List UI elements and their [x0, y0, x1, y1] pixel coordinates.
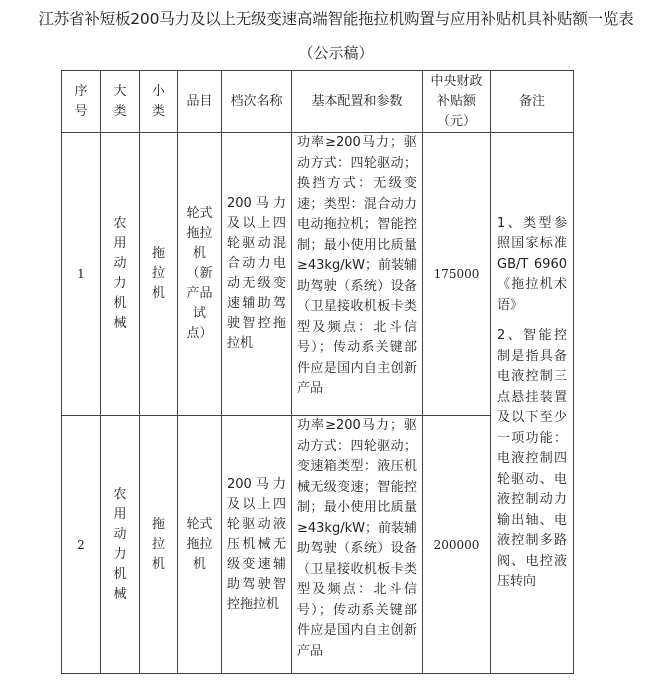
row2-seq: 2: [62, 416, 101, 674]
row1-seq: 1: [62, 133, 101, 416]
row2-minor: 拖拉机: [140, 416, 178, 674]
notes-cell: [491, 133, 574, 674]
subsidy-table: [61, 70, 574, 674]
row2-item: 轮式拖拉机: [178, 416, 222, 674]
page-subtitle: （公示稿）: [298, 44, 374, 62]
row2-tier: 200马力及以上四轮驱动液压机械无级变速辅助驾驶智控拖拉机: [222, 416, 292, 674]
row1-minor: 拖拉机: [140, 133, 178, 416]
header-config: 基本配置和参数: [292, 71, 423, 133]
table-row: [62, 133, 574, 416]
header-seq: 序号: [62, 71, 101, 133]
header-tier: 档次名称: [222, 71, 292, 133]
header-minor: 小类: [140, 71, 178, 133]
row1-item: 轮式拖拉机（新产品试点）: [178, 133, 222, 416]
header-subsidy: 中央财政补贴额（元）: [423, 71, 491, 133]
header-major: 大类: [101, 71, 140, 133]
note-1: 1、类型参照国家标准GB/T 6960《拖拉机术语》: [497, 215, 567, 313]
row1-subsidy: 175000: [423, 133, 491, 416]
row2-major: 农用动力机械: [101, 416, 140, 674]
header-notes: 备注: [491, 71, 574, 133]
row1-tier: 200马力及以上四轮驱动混合动力电动无级变速辅助驾驶智控拖拉机: [222, 133, 292, 416]
page-title: 江苏省补短板200马力及以上无级变速高端智能拖拉机购置与应用补贴机具补贴额一览表: [38, 10, 634, 28]
note-2: 2、智能控制是指具备电液控制三点悬挂装置及以下至少一项功能：电液控制四轮驱动、电液控制动力输出轴、电液控制多路阀、电控液压转向: [497, 328, 567, 589]
header-item: 品目: [178, 71, 222, 133]
row1-major: 农用动力机械: [101, 133, 140, 416]
row2-config: 功率≥200马力；驱动方式：四轮驱动；变速箱类型：液压机械无级变速；智能控制；最小使用比质量≥43kg/kW；前装辅助驾驶（系统）设备（卫星接收机板卡类型及频点：北斗信号）；传动系关键部件应是国内自主创新产品: [292, 416, 423, 674]
row1-config: 功率≥200马力；驱动方式：四轮驱动；换挡方式：无级变速；类型：混合动力电动拖拉机；智能控制；最小使用比质量≥43kg/kW；前装辅助驾驶（系统）设备（卫星接收机板卡类型及频点：北斗信号）；传动系关键部件应是国内自主创新产品: [292, 133, 423, 416]
header-row: [62, 71, 574, 133]
row2-subsidy: 200000: [423, 416, 491, 674]
